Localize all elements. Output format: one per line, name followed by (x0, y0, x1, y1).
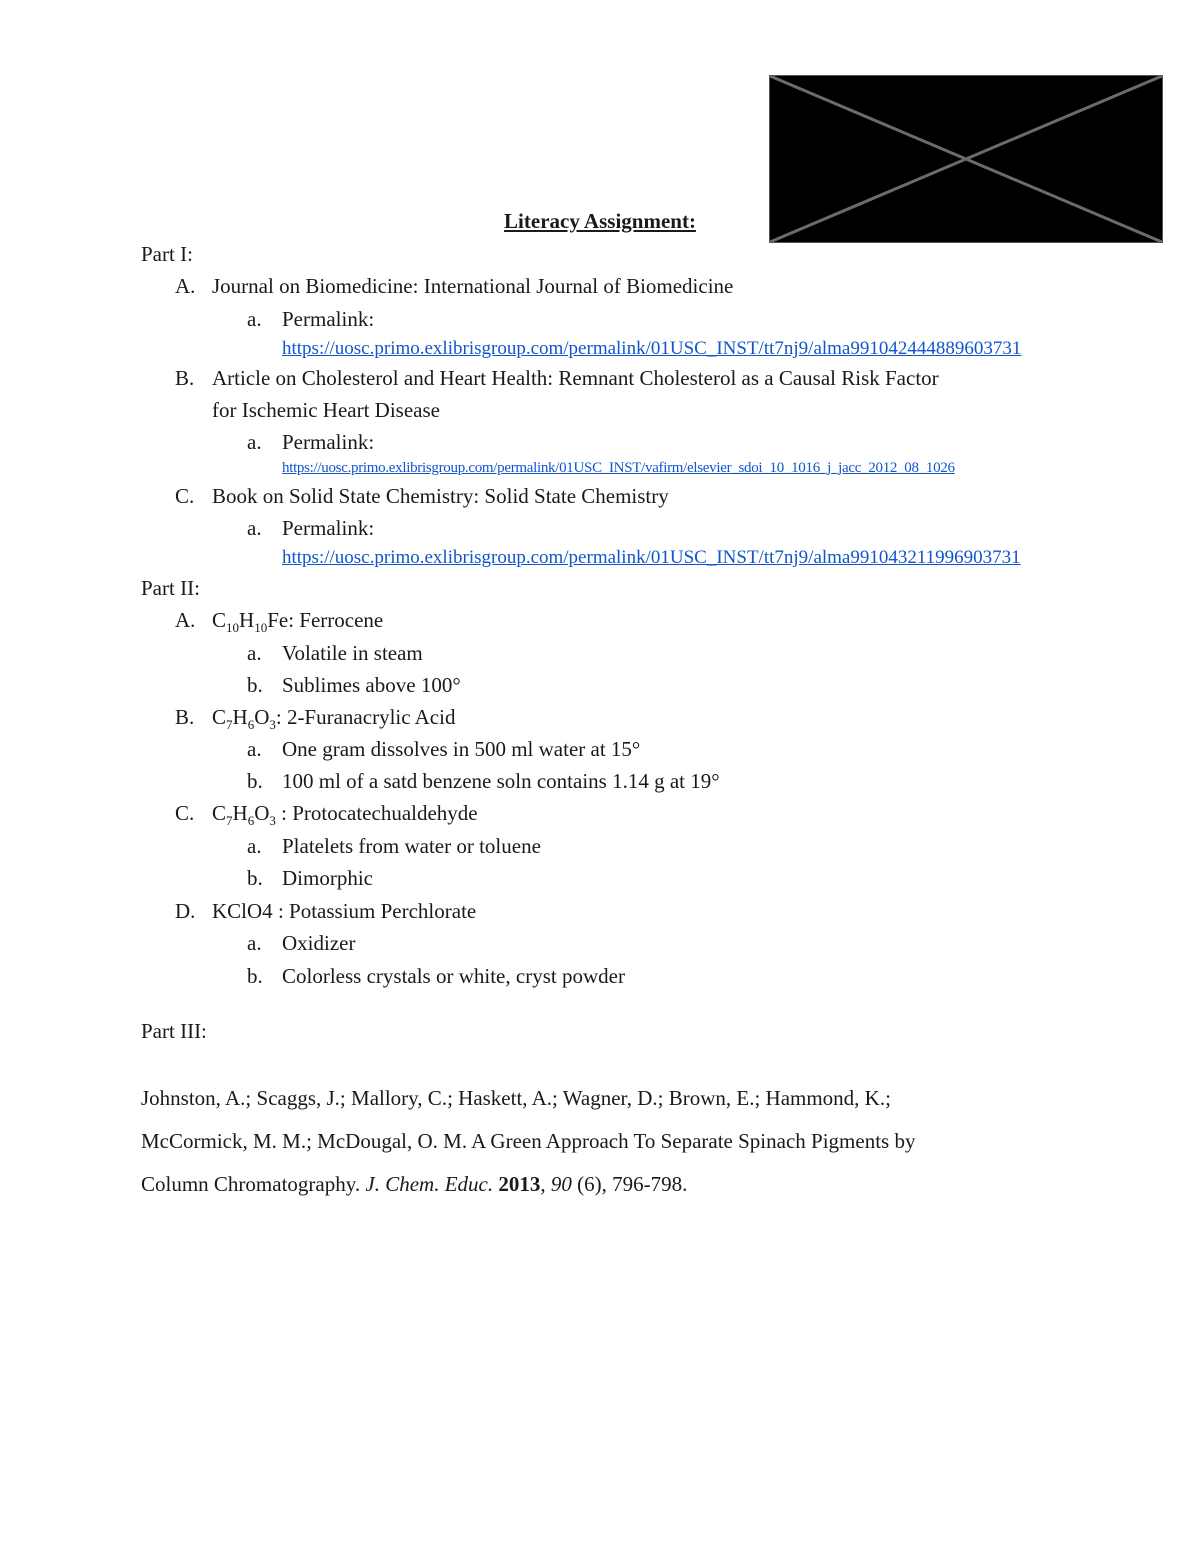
part2-item-d-sub-b-marker: b. (247, 964, 263, 988)
part2-item-a-sub-b-marker: b. (247, 673, 263, 697)
citation-journal: J. Chem. Educ. (365, 1172, 494, 1196)
part1-item-c-label: Book on Solid State Chemistry: Solid State Chemistry (212, 484, 669, 508)
part2-item-a-marker: A. (175, 608, 196, 632)
chemical-formula (212, 899, 273, 923)
formula-element: H (232, 801, 248, 825)
part1-item-b-label: Article on Cholesterol and Heart Health: Remnant Cholesterol as a Causal Risk Factor (212, 366, 939, 390)
formula-subscript: 3 (269, 717, 276, 732)
formula-subscript: 10 (226, 620, 240, 635)
part2-item-a-sub-a: Volatile in steam (282, 641, 423, 665)
citation-line-1: Johnston, A.; Scaggs, J.; Mallory, C.; Haskett, A.; Wagner, D.; Brown, E.; Hammond, K.; (141, 1086, 891, 1110)
formula-subscript: 3 (269, 813, 276, 828)
part2-item-b-sub-a: One gram dissolves in 500 ml water at 15° (282, 737, 641, 761)
permalink-journal[interactable]: https://uosc.primo.exlibrisgroup.com/permalink/01USC_INST/tt7nj9/alma991042444889603731 (282, 338, 1022, 359)
part1-item-c-marker: C. (175, 484, 195, 508)
part1-item-b-label-cont: for Ischemic Heart Disease (212, 398, 440, 422)
formula-element: C (212, 608, 227, 632)
part3-heading: Part III: (141, 1019, 207, 1043)
part1-item-a-permalink-label: Permalink: (282, 307, 375, 331)
part1-heading: Part I: (141, 242, 193, 266)
permalink-book[interactable]: https://uosc.primo.exlibrisgroup.com/permalink/01USC_INST/tt7nj9/alma991043211996903731 (282, 547, 1021, 568)
citation-volume: 90 (550, 1172, 572, 1196)
part2-item-c-marker: C. (175, 801, 195, 825)
compound-name: : Potassium Perchlorate (272, 899, 477, 923)
part1-item-b-permalink-label: Permalink: (282, 430, 375, 454)
part2-item-c-sub-a: Platelets from water or toluene (282, 834, 541, 858)
part2-item-a-sub-b: Sublimes above 100° (282, 673, 461, 697)
chemical-formula (212, 705, 276, 732)
formula-subscript: 10 (254, 620, 268, 635)
part2-item-b-sub-b: 100 ml of a satd benzene soln contains 1.14 g at 19° (282, 769, 720, 793)
citation-year: 2013 (498, 1172, 541, 1196)
formula-element: O (254, 801, 270, 825)
citation-line-2: McCormick, M. M.; McDougal, O. M. A Green Approach To Separate Spinach Pigments by (141, 1129, 916, 1153)
formula-subscript: 7 (226, 717, 233, 732)
part2-item-d-sub-b: Colorless crystals or white, cryst powder (282, 964, 625, 988)
part2-item-a-entry (212, 607, 383, 633)
part1-item-a-sub-marker: a. (247, 307, 262, 331)
part2-item-b-entry (212, 704, 455, 730)
formula-element: KClO4 (212, 899, 273, 923)
part2-item-d-entry (212, 898, 476, 924)
part2-item-d-marker: D. (175, 899, 196, 923)
compound-name: : Protocatechualdehyde (275, 801, 478, 825)
part1-item-b-sub-marker: a. (247, 430, 262, 454)
formula-element: C (212, 705, 227, 729)
part2-item-b-marker: B. (175, 705, 195, 729)
compound-name: : Ferrocene (288, 608, 384, 632)
formula-subscript: 6 (247, 813, 255, 828)
formula-element: C (212, 801, 227, 825)
part2-item-d-sub-a: Oxidizer (282, 931, 356, 955)
chemical-formula (212, 801, 276, 828)
part2-item-b-sub-a-marker: a. (247, 737, 262, 761)
formula-subscript: 6 (247, 717, 255, 732)
citation-title-end: Column Chromatography. (141, 1172, 366, 1196)
part1-item-c-sub-marker: a. (247, 516, 262, 540)
citation-issue-pages: (6), 796-798. (571, 1172, 688, 1196)
part2-item-d-sub-a-marker: a. (247, 931, 262, 955)
part2-item-b-sub-b-marker: b. (247, 769, 263, 793)
permalink-article[interactable]: https://uosc.primo.exlibrisgroup.com/permalink/01USC_INST/vafirm/elsevier_sdoi_10_1016_j_jacc_2012_08_1026 (282, 460, 955, 476)
chemical-formula (212, 608, 289, 635)
part2-item-c-entry (212, 800, 478, 826)
document-title: Literacy Assignment: (504, 209, 696, 233)
citation-line-3: Column Chromatography. J. Chem. Educ. 2013, 90 (6), 796-798. (141, 1172, 688, 1196)
part1-item-b-marker: B. (175, 366, 195, 390)
part2-item-a-sub-a-marker: a. (247, 641, 262, 665)
part1-item-a-label: Journal on Biomedicine: International Journal of Biomedicine (212, 274, 734, 298)
part2-heading: Part II: (141, 576, 200, 600)
formula-element: H (239, 608, 255, 632)
part2-item-c-sub-a-marker: a. (247, 834, 262, 858)
formula-element: O (254, 705, 270, 729)
part1-item-a-marker: A. (175, 274, 196, 298)
formula-subscript: 7 (226, 813, 233, 828)
formula-element: H (232, 705, 248, 729)
part2-item-c-sub-b-marker: b. (247, 866, 263, 890)
compound-name: : 2-Furanacrylic Acid (275, 705, 456, 729)
formula-element: Fe (267, 608, 289, 632)
part2-item-c-sub-b: Dimorphic (282, 866, 373, 890)
part1-item-c-permalink-label: Permalink: (282, 516, 375, 540)
